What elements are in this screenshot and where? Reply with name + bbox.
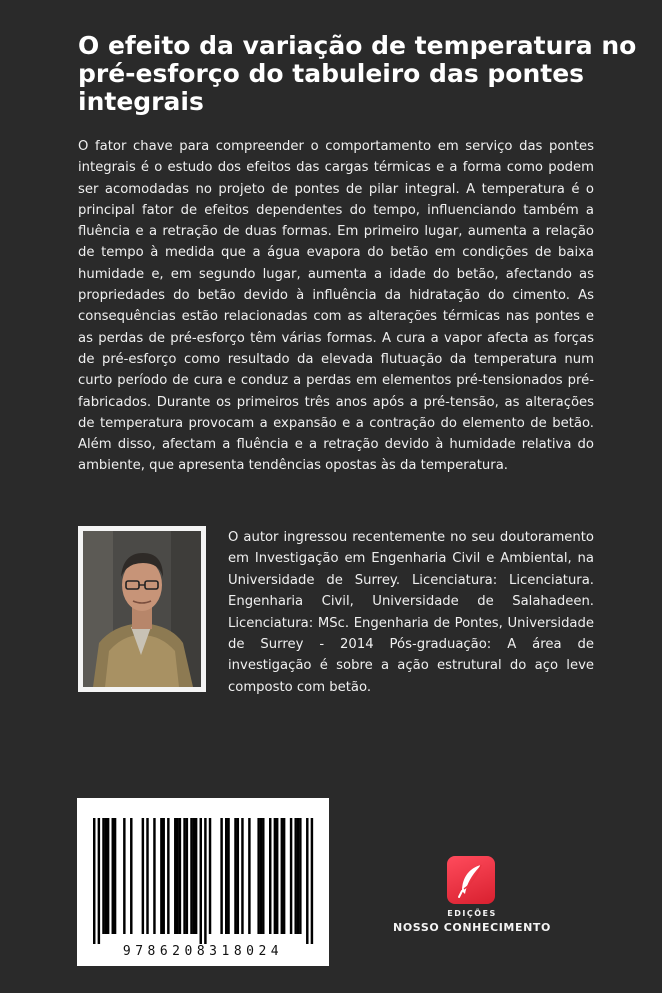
barcode-bar	[262, 818, 264, 934]
barcode-bar	[227, 818, 229, 934]
barcode-bar	[190, 818, 192, 934]
barcode-bar	[162, 818, 164, 934]
publisher-label-small: EDIÇÕES	[447, 909, 497, 918]
barcode-bar	[260, 818, 262, 934]
barcode-bar	[269, 818, 271, 934]
barcode-bar	[112, 818, 114, 934]
barcode-bar	[193, 818, 195, 934]
feather-icon	[447, 856, 495, 904]
author-portrait-image	[83, 531, 201, 687]
barcode-bar	[186, 818, 188, 934]
barcode-bar	[114, 818, 116, 934]
barcode-bar	[311, 818, 313, 944]
publisher-name: NOSSO CONHECIMENTO	[393, 921, 551, 934]
barcode-bars	[77, 798, 329, 948]
barcode-bar	[297, 818, 299, 934]
isbn-barcode	[77, 798, 329, 966]
barcode-bar	[237, 818, 239, 934]
barcode-bar	[294, 818, 296, 934]
barcode-bar	[204, 818, 206, 944]
barcode-bar	[276, 818, 278, 934]
barcode-bar	[283, 818, 285, 934]
barcode-bar	[98, 818, 100, 944]
barcode-bar	[160, 818, 162, 934]
barcode-bar	[241, 818, 243, 934]
barcode-bar	[220, 818, 222, 934]
barcode-bar	[183, 818, 185, 934]
author-bio: O autor ingressou recentemente no seu doutoramento em Investigação em Engenharia Civil e Ambiental, na Universidade de Surrey. Licenciatura: Licenciatura. Engenharia Civil, Universidade de Salahadeen. Licenciatura: MSc. Engenharia de Pontes, Universidade de Surrey - 2014 Pós-graduação: A área de investigação é sobre a ação estrutural do aço leve composto com betão.	[228, 530, 594, 695]
barcode-bar	[167, 818, 169, 934]
barcode-bar	[153, 818, 155, 934]
barcode-bar	[179, 818, 181, 934]
barcode-bar	[281, 818, 283, 934]
barcode-bar	[105, 818, 107, 934]
publisher-logo	[447, 856, 495, 904]
barcode-bar	[176, 818, 178, 934]
barcode-bar	[274, 818, 276, 934]
barcode-bar	[234, 818, 236, 934]
barcode-bar	[195, 818, 197, 934]
barcode-bar	[123, 818, 125, 934]
barcode-bar	[209, 818, 211, 934]
barcode-bar	[299, 818, 301, 934]
barcode-bar	[290, 818, 292, 934]
barcode-bar	[248, 818, 250, 934]
barcode-bar	[174, 818, 176, 934]
author-photo	[78, 526, 206, 692]
barcode-bar	[306, 818, 308, 944]
barcode-bar	[142, 818, 144, 934]
barcode-bar	[257, 818, 259, 934]
barcode-bar	[107, 818, 109, 934]
barcode-bar	[225, 818, 227, 934]
barcode-bar	[102, 818, 104, 934]
isbn-digits: 9786208318024	[122, 944, 284, 959]
barcode-bar	[146, 818, 148, 934]
barcode-bar	[200, 818, 202, 944]
book-title: O efeito da variação de temperatura no pré-esforço do tabuleiro das pontes integrais	[78, 31, 637, 116]
barcode-bar	[93, 818, 95, 944]
barcode-bar	[130, 818, 132, 934]
book-synopsis: O fator chave para compreender o comportamento em serviço das pontes integrais é o estudo dos efeitos das cargas térmicas e a forma como podem ser acomodadas no projeto de pontes de pilar integral. A temperatura é o principal fator de efeitos dependentes do tempo, influenciando também a fluência e a retração de duas formas. Em primeiro lugar, aumenta a relação de tempo à medida que a água evapora do betão em condições de baixa humidade e, em segundo lugar, aumenta a idade do betão, afectando as propriedades do betão devido à influência da hidratação do cimento. As consequências estão relacionadas com as alterações térmicas nas pontes e as perdas de pré-esforço têm várias formas. A cura a vapor afecta as forças de pré-esforço como resultado da elevada flutuação da temperatura num curto período de cura e conduz a perdas em elementos pré-tensionados pré-fabricados. Durante os primeiros três anos após a pré-tensão, as alterações de temperatura provocam a expansão e a contração do elemento de betão. Além disso, afectam a fluência e a retração devido à humidade relativa do ambiente, que apresenta tendências opostas às da temperatura.	[78, 139, 594, 474]
